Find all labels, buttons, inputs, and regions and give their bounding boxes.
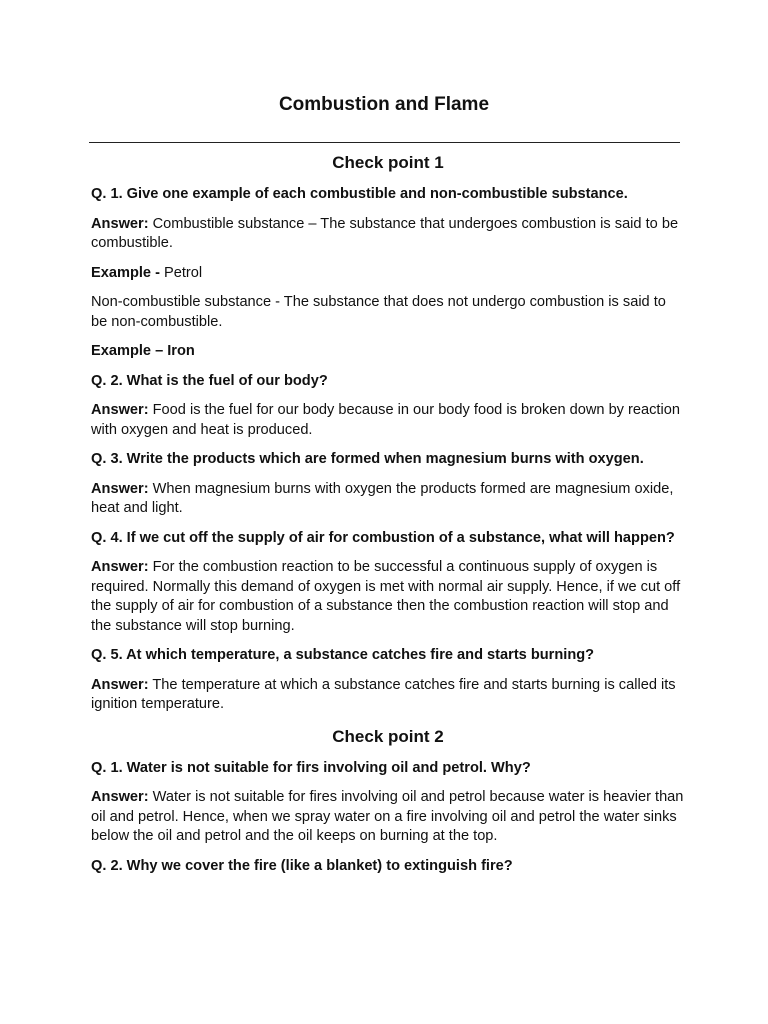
answer-paragraph (91, 215, 685, 254)
question: Q. 4. If we cut off the supply of air for combustion of a substance, what will happen? (91, 529, 675, 546)
answer-text: Combustible substance – The substance that undergoes combustion is said to be combustible. (91, 215, 679, 251)
question: Q. 2. Why we cover the fire (like a blanket) to extinguish fire? (91, 857, 513, 874)
answer-text: Water is not suitable for fires involving oil and petrol because water is heavier than oil and petrol. Hence, when we spray water on a fire involving oil and petrol the water sinks below the oil and petrol and the oil keeps on burning at the top. (91, 789, 684, 844)
document-title: Combustion and Flame (278, 94, 490, 115)
section-heading: Check point 2 (332, 726, 444, 746)
answer-paragraph (91, 480, 685, 519)
question: Q. 1. Give one example of each combustible and non-combustible substance. (91, 186, 628, 202)
answer-paragraph (91, 676, 685, 715)
section-heading: Check point 1 (332, 153, 444, 172)
answer-label: Answer: (91, 676, 149, 693)
answer-label: Answer: (91, 480, 149, 497)
document-body (91, 152, 685, 886)
question: Q. 2. What is the fuel of our body? (91, 372, 328, 389)
example-paragraph (91, 264, 685, 284)
answer-paragraph (91, 788, 685, 847)
question: Q. 3. Write the products which are formed when magnesium burns with oxygen. (91, 451, 644, 467)
answer-label: Answer: (91, 215, 149, 232)
question: Q. 5. At which temperature, a substance catches fire and starts burning? (91, 647, 595, 663)
answer-paragraph (91, 401, 685, 440)
answer-text: For the combustion reaction to be successful a continuous supply of oxygen is required. Normally this demand of oxygen is met with normal air supply. Hence, if we cut off the supply of air for combustion of a substance then the combustion reaction will stop and the substance will stop burning. (91, 559, 681, 634)
example-line: Example – Iron (91, 343, 195, 359)
answer-label: Answer: (91, 402, 149, 418)
answer-label: Answer: (91, 559, 149, 575)
answer-paragraph (91, 558, 685, 636)
question: Q. 1. Water is not suitable for firs involving oil and petrol. Why? (91, 759, 531, 776)
answer-label: Answer: (91, 789, 149, 805)
example-label: Example - (91, 264, 160, 281)
answer-text: When magnesium burns with oxygen the products formed are magnesium oxide, heat and light. (91, 480, 674, 516)
example-text: Petrol (159, 264, 203, 281)
body-paragraph: Non-combustible substance - The substance that does not undergo combustion is said to be non-combustible. (91, 294, 666, 330)
answer-text: The temperature at which a substance catches fire and starts burning is called its ignition temperature. (91, 676, 676, 712)
answer-text: Food is the fuel for our body because in our body food is broken down by reaction with oxygen and heat is produced. (91, 402, 680, 438)
title-divider (89, 142, 680, 143)
